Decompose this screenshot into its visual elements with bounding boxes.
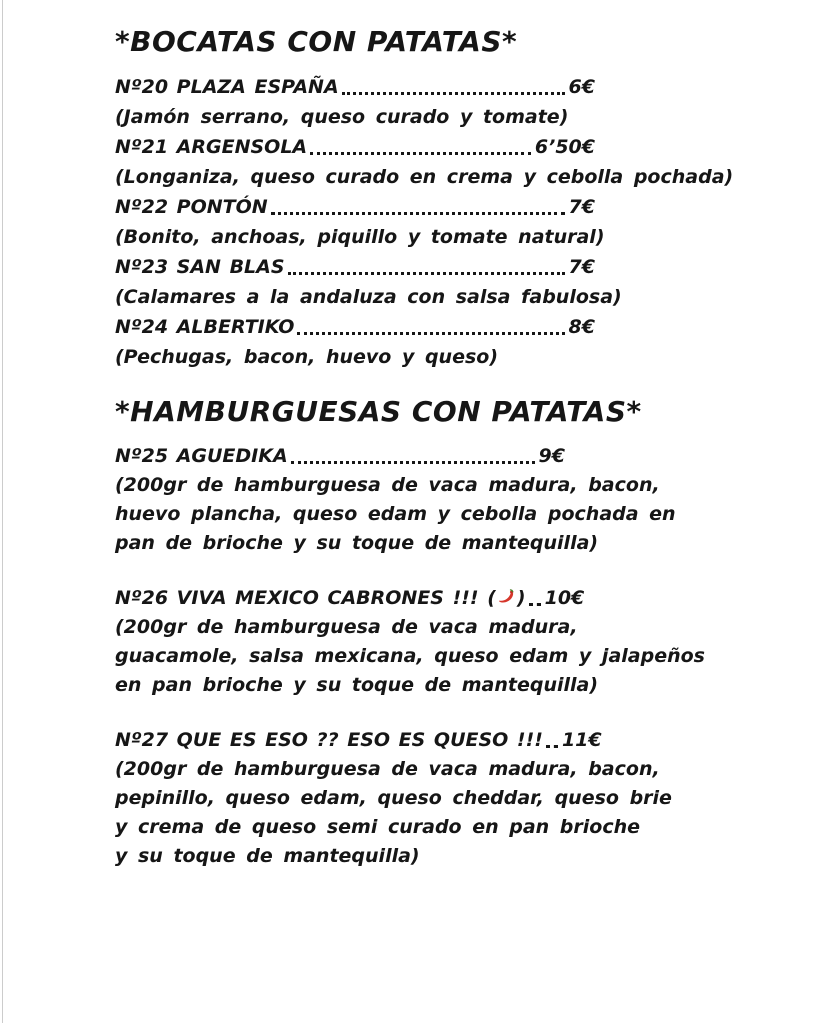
item-price: 7€ [568,196,595,218]
menu-item-row [115,584,585,613]
dots-leader [529,603,541,606]
item-price: 10€ [544,587,585,609]
scan-edge-line [2,0,3,1023]
menu-item-group [115,726,819,871]
item-name: Nº27 QUE ES ESO ?? ESO ES QUESO !!! [115,729,543,751]
menu-item-group [115,442,819,558]
menu-item-row [115,132,595,162]
item-name: Nº22 PONTÓN [115,196,268,218]
section-hamburguesas [115,394,819,871]
item-price: 7€ [568,256,595,278]
menu-item-row [115,312,595,342]
paren-close: ) [516,587,526,609]
item-name [115,584,526,613]
menu-item-row [115,726,602,755]
item-description-line: pepinillo, queso edam, queso cheddar, queso brie [115,787,672,809]
item-name: Nº21 ARGENSOLA [115,136,308,158]
dots-leader [342,92,565,95]
section-title-hamburguesas: *HAMBURGUESAS CON PATATAS* [115,395,642,428]
dots-leader [310,152,531,155]
dots-leader [288,272,565,275]
item-name: Nº25 AGUEDIKA [115,445,288,467]
item-price: 8€ [568,316,595,338]
item-description-line: guacamole, salsa mexicana, queso edam y jalapeños [115,645,705,667]
item-price: 6€ [568,76,595,98]
item-name: Nº24 ALBERTIKO [115,316,295,338]
item-description-line: (200gr de hamburguesa de vaca madura, bacon, [115,758,660,780]
section-bocatas [115,24,819,372]
item-price: 6’50€ [534,136,595,158]
item-description: (Pechugas, bacon, huevo y queso) [115,346,499,368]
item-description-line: (200gr de hamburguesa de vaca madura, bacon, [115,474,660,496]
item-description: (Bonito, anchoas, piquillo y tomate natural) [115,226,605,248]
menu-item-row [115,252,595,282]
menu-item-row [115,192,595,222]
item-price: 11€ [561,729,602,751]
item-description-line: en pan brioche y su toque de mantequilla) [115,674,599,696]
item-description-line: pan de brioche y su toque de mantequilla) [115,532,599,554]
item-price: 9€ [538,445,565,467]
menu-item-group [115,584,819,700]
item-description: (Calamares a la andaluza con salsa fabulosa) [115,286,622,308]
item-description: (Jamón serrano, queso curado y tomate) [115,106,569,128]
item-description-line: y su toque de mantequilla) [115,845,420,867]
item-name-text: Nº26 VIVA MEXICO CABRONES !!! [115,587,479,609]
item-name: Nº20 PLAZA ESPAÑA [115,76,339,98]
dots-leader [546,745,558,748]
chili-pepper-icon [497,588,516,607]
dots-leader [297,332,564,335]
section-title-bocatas: *BOCATAS CON PATATAS* [115,25,518,58]
menu-item-row [115,72,595,102]
menu-item-row [115,442,565,471]
item-description-line: (200gr de hamburguesa de vaca madura, [115,616,578,638]
dots-leader [291,461,535,464]
dots-leader [271,212,565,215]
item-description-line: y crema de queso semi curado en pan brioche [115,816,641,838]
item-name: Nº23 SAN BLAS [115,256,285,278]
item-description: (Longaniza, queso curado en crema y cebolla pochada) [115,166,734,188]
item-description-line: huevo plancha, queso edam y cebolla pochada en [115,503,676,525]
paren-open: ( [487,587,496,609]
